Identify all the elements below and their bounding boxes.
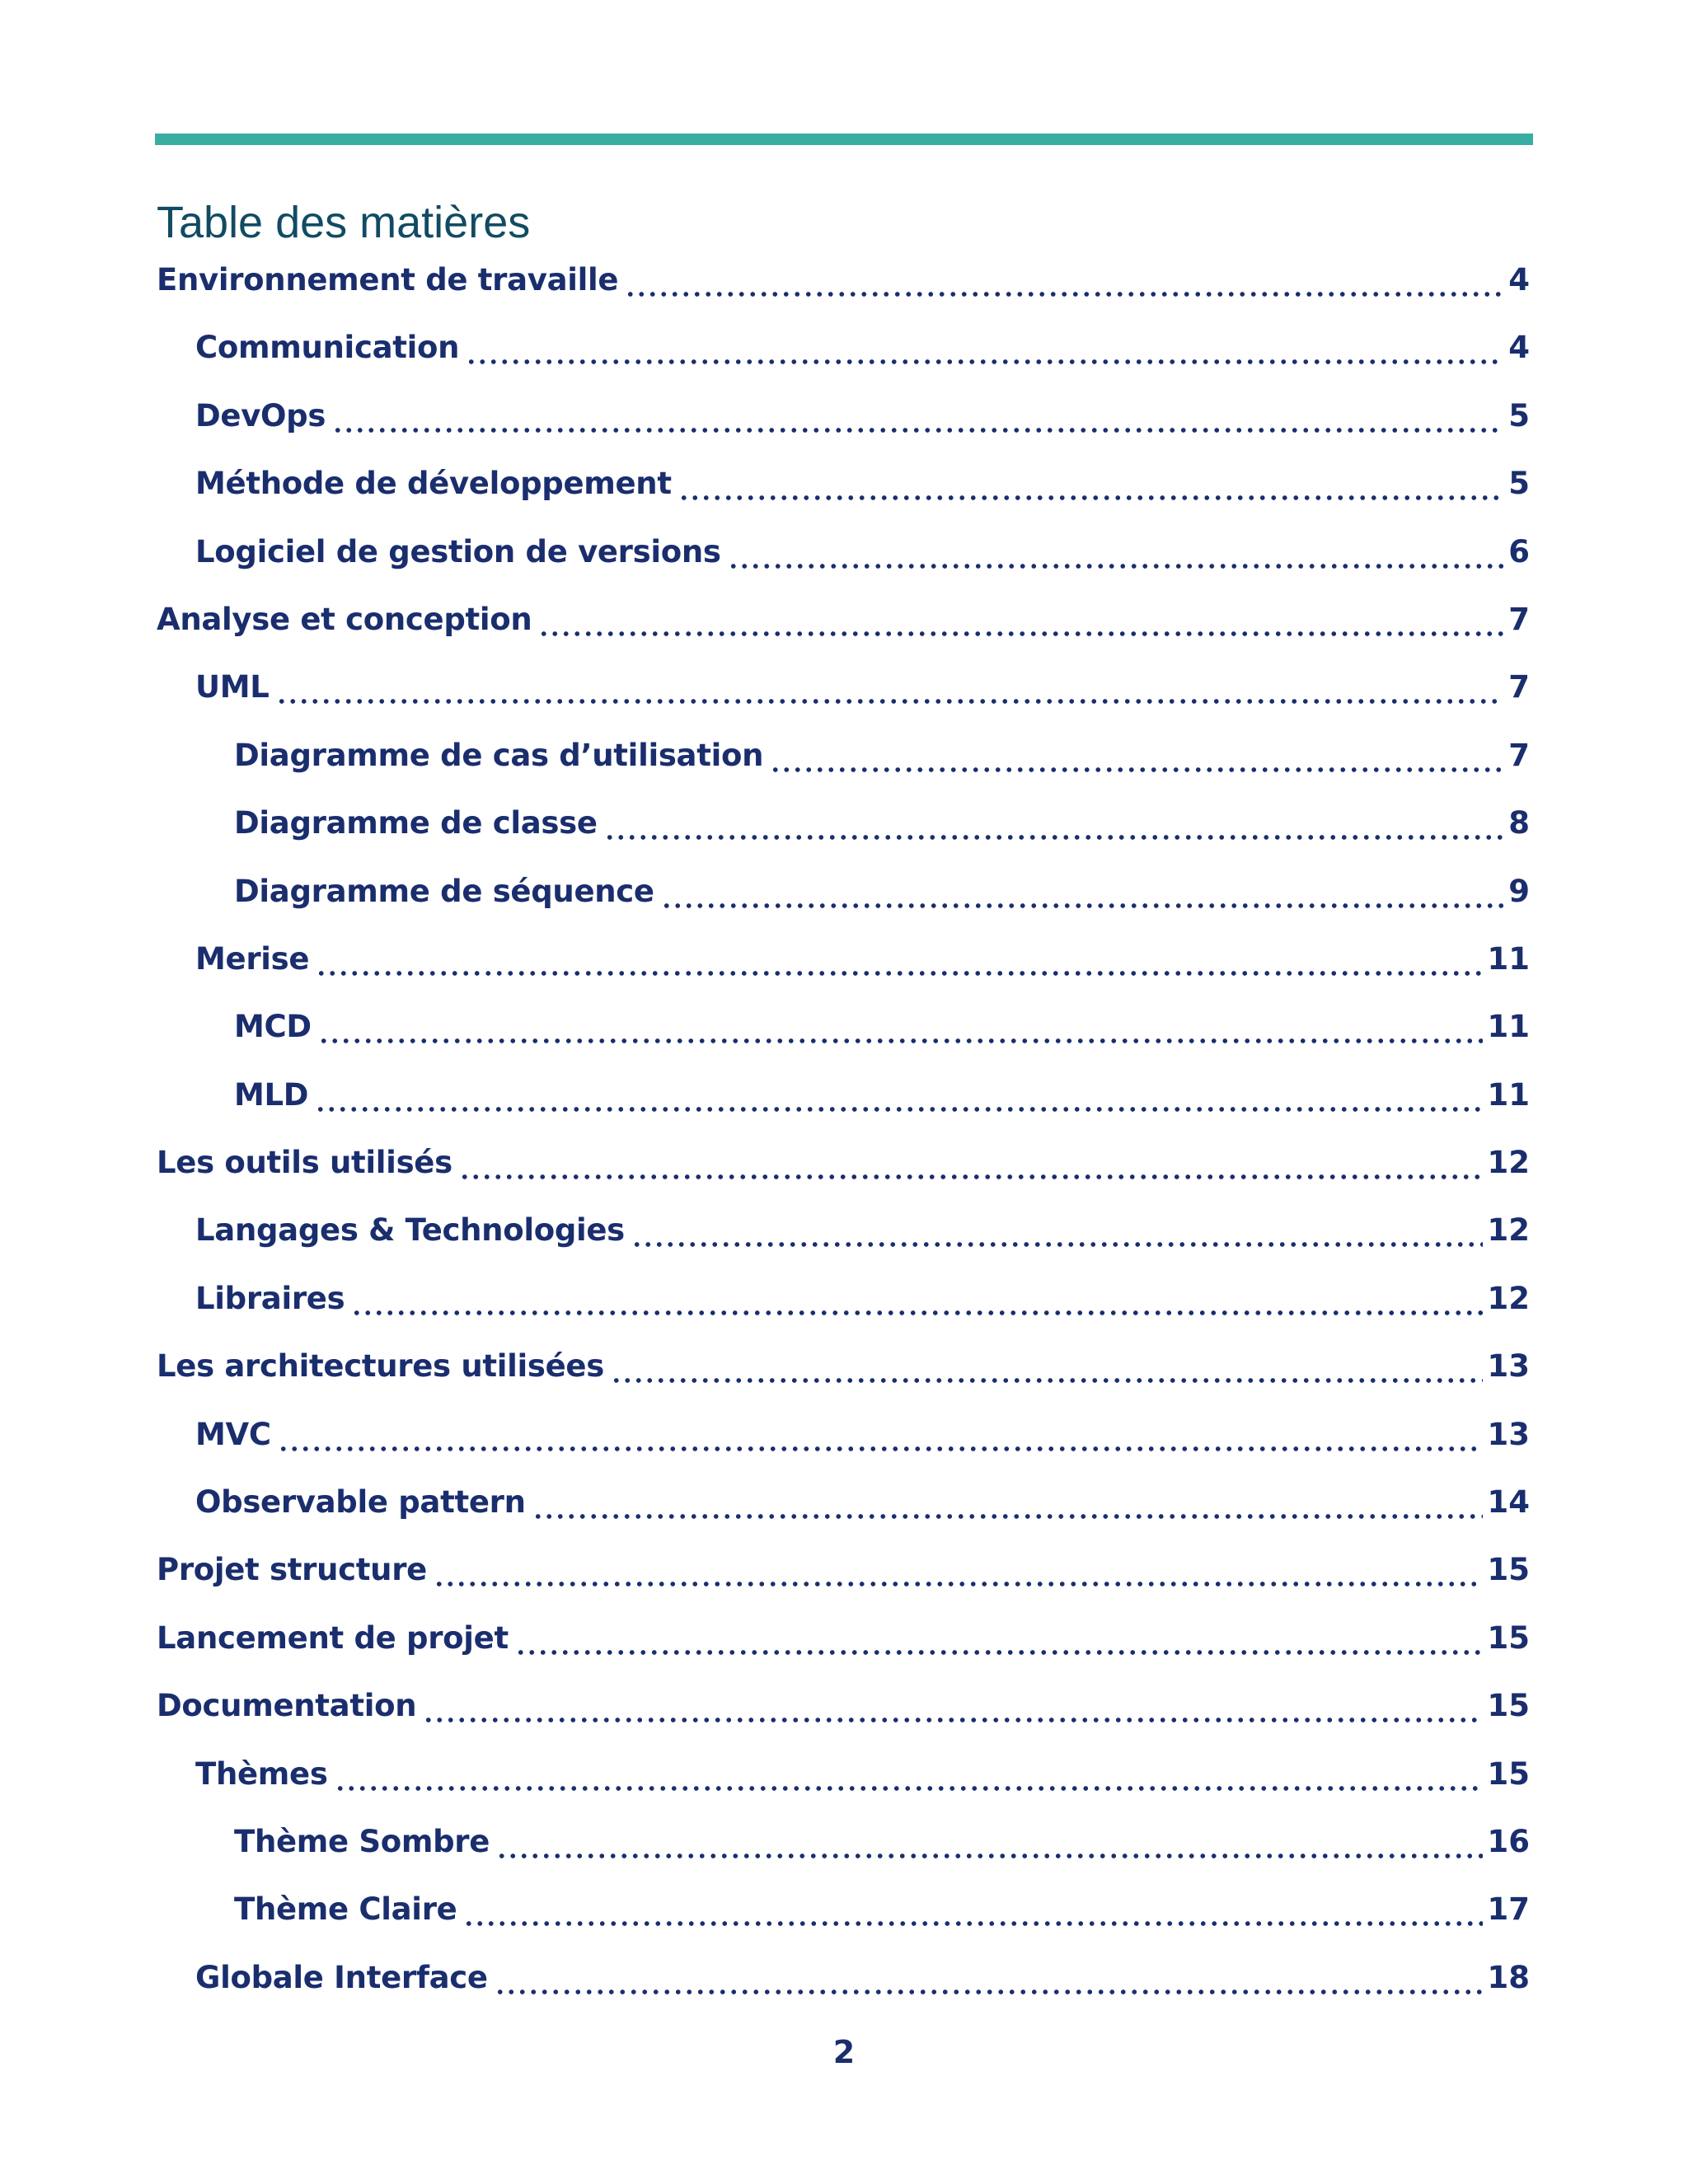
toc-entry-label: Observable pattern: [195, 1484, 526, 1521]
footer-page-number: 2: [832, 2034, 856, 2070]
toc-entry-label: Diagramme de classe: [234, 805, 598, 841]
toc-dot-leader: [466, 321, 1503, 374]
toc-dot-leader: [278, 1408, 1483, 1461]
toc-dot-leader: [678, 457, 1504, 510]
toc-entry-label: Merise: [195, 940, 310, 977]
toc-dot-leader: [316, 933, 1482, 986]
toc-entry-page-number: 18: [1487, 1959, 1530, 1995]
toc-entry[interactable]: [157, 1612, 1530, 1680]
toc-entry-label: Environnement de travaille: [157, 262, 619, 298]
toc-dot-leader: [770, 729, 1503, 782]
toc-entry-page-number: 13: [1487, 1416, 1530, 1452]
toc-entry-page-number: 12: [1487, 1145, 1530, 1181]
toc-entry-page-number: 11: [1487, 1009, 1530, 1045]
toc-entry[interactable]: [157, 254, 1530, 321]
toc-entry[interactable]: [157, 1748, 1530, 1816]
toc-dot-leader: [661, 865, 1504, 918]
toc-entry[interactable]: [157, 1340, 1530, 1408]
toc-entry-label: Les outils utilisés: [157, 1145, 452, 1181]
toc-entry[interactable]: [157, 526, 1530, 593]
toc-entry-page-number: 5: [1508, 397, 1530, 434]
toc-entry-label: MLD: [234, 1076, 309, 1113]
toc-entry[interactable]: [157, 933, 1530, 1001]
toc-dot-leader: [351, 1272, 1482, 1325]
toc-entry-page-number: 11: [1487, 940, 1530, 977]
toc-dot-leader: [276, 661, 1504, 714]
toc-entry-label: MCD: [234, 1009, 312, 1045]
toc-entry-page-number: 8: [1508, 805, 1530, 841]
toc-dot-leader: [423, 1680, 1482, 1732]
toc-entry-page-number: 16: [1487, 1823, 1530, 1859]
toc-entry[interactable]: [157, 865, 1530, 933]
toc-entry-label: Logiciel de gestion de versions: [195, 533, 721, 569]
toc-entry[interactable]: [157, 593, 1530, 661]
toc-entry-label: Thème Claire: [234, 1891, 457, 1928]
toc-entry[interactable]: [157, 1476, 1530, 1544]
toc-dot-leader: [538, 593, 1503, 646]
toc-entry-page-number: 15: [1487, 1619, 1530, 1656]
toc-dot-leader: [515, 1612, 1483, 1665]
toc-entry-label: Libraires: [195, 1280, 345, 1316]
toc-entry-label: Thème Sombre: [234, 1823, 490, 1859]
toc-entry-page-number: 12: [1487, 1280, 1530, 1316]
toc-entry[interactable]: [157, 390, 1530, 457]
toc-dot-leader: [495, 1952, 1483, 2004]
toc-entry-label: Diagramme de cas d’utilisation: [234, 737, 764, 773]
toc-entry-label: Langages & Technologies: [195, 1212, 625, 1249]
toc-dot-leader: [625, 254, 1503, 307]
toc-entry[interactable]: [157, 1952, 1530, 2019]
toc-entry-label: Thèmes: [195, 1755, 328, 1792]
toc-entry[interactable]: [157, 457, 1530, 525]
toc-dot-leader: [463, 1883, 1482, 1936]
toc-dot-leader: [459, 1137, 1483, 1189]
toc-dot-leader: [532, 1476, 1483, 1529]
header-accent-rule: [155, 134, 1533, 145]
toc-entry-label: Les architectures utilisées: [157, 1348, 604, 1385]
toc-entry-page-number: 9: [1508, 873, 1530, 909]
toc-entry-page-number: 4: [1508, 330, 1530, 366]
toc-entry-page-number: 13: [1487, 1348, 1530, 1385]
toc-entry-label: Diagramme de séquence: [234, 873, 654, 909]
toc-entry-page-number: 7: [1508, 737, 1530, 773]
toc-entry[interactable]: [157, 1137, 1530, 1204]
toc-entry-label: DevOps: [195, 397, 326, 434]
toc-entry[interactable]: [157, 321, 1530, 389]
toc-entry-label: Lancement de projet: [157, 1619, 509, 1656]
toc-entry-label: Documentation: [157, 1688, 417, 1724]
toc-title: Table des matières: [157, 198, 531, 247]
toc-entry[interactable]: [157, 1069, 1530, 1137]
toc-entry-page-number: 15: [1487, 1688, 1530, 1724]
toc-dot-leader: [434, 1544, 1483, 1596]
toc-entry-page-number: 15: [1487, 1552, 1530, 1588]
toc-entry[interactable]: [157, 1408, 1530, 1476]
toc-entry[interactable]: [157, 729, 1530, 797]
toc-dot-leader: [335, 1748, 1483, 1801]
toc-entry[interactable]: [157, 1816, 1530, 1883]
toc-dot-leader: [318, 1001, 1483, 1053]
toc-entry-page-number: 7: [1508, 601, 1530, 637]
toc-dot-leader: [631, 1204, 1483, 1257]
toc-entry[interactable]: [157, 1204, 1530, 1272]
toc-entry-page-number: 5: [1508, 466, 1530, 502]
toc-entry[interactable]: [157, 1001, 1530, 1068]
toc-entry-page-number: 12: [1487, 1212, 1530, 1249]
toc-entry-label: Globale Interface: [195, 1959, 488, 1995]
toc-entry-page-number: 15: [1487, 1755, 1530, 1792]
toc-entry-label: Projet structure: [157, 1552, 427, 1588]
toc-dot-leader: [332, 390, 1503, 443]
toc-entry[interactable]: [157, 1544, 1530, 1611]
toc-entry-page-number: 7: [1508, 669, 1530, 705]
toc-dot-leader: [611, 1340, 1483, 1393]
toc-dot-leader: [496, 1816, 1482, 1868]
toc-entry-label: UML: [195, 669, 270, 705]
toc-dot-leader: [315, 1069, 1482, 1122]
toc-entry[interactable]: [157, 797, 1530, 865]
toc-entry[interactable]: [157, 1272, 1530, 1340]
table-of-contents: [157, 254, 1530, 2019]
toc-entry[interactable]: [157, 1883, 1530, 1951]
toc-entry-page-number: 11: [1487, 1076, 1530, 1113]
toc-dot-leader: [604, 797, 1504, 850]
toc-entry-page-number: 6: [1508, 533, 1530, 569]
toc-entry[interactable]: [157, 1680, 1530, 1747]
toc-entry-page-number: 4: [1508, 262, 1530, 298]
toc-entry-label: Méthode de développement: [195, 466, 672, 502]
toc-entry[interactable]: [157, 661, 1530, 729]
toc-entry-label: Analyse et conception: [157, 601, 532, 637]
toc-entry-label: MVC: [195, 1416, 271, 1452]
toc-dot-leader: [728, 526, 1504, 579]
toc-entry-label: Communication: [195, 330, 460, 366]
toc-entry-page-number: 14: [1487, 1484, 1530, 1521]
toc-entry-page-number: 17: [1487, 1891, 1530, 1928]
